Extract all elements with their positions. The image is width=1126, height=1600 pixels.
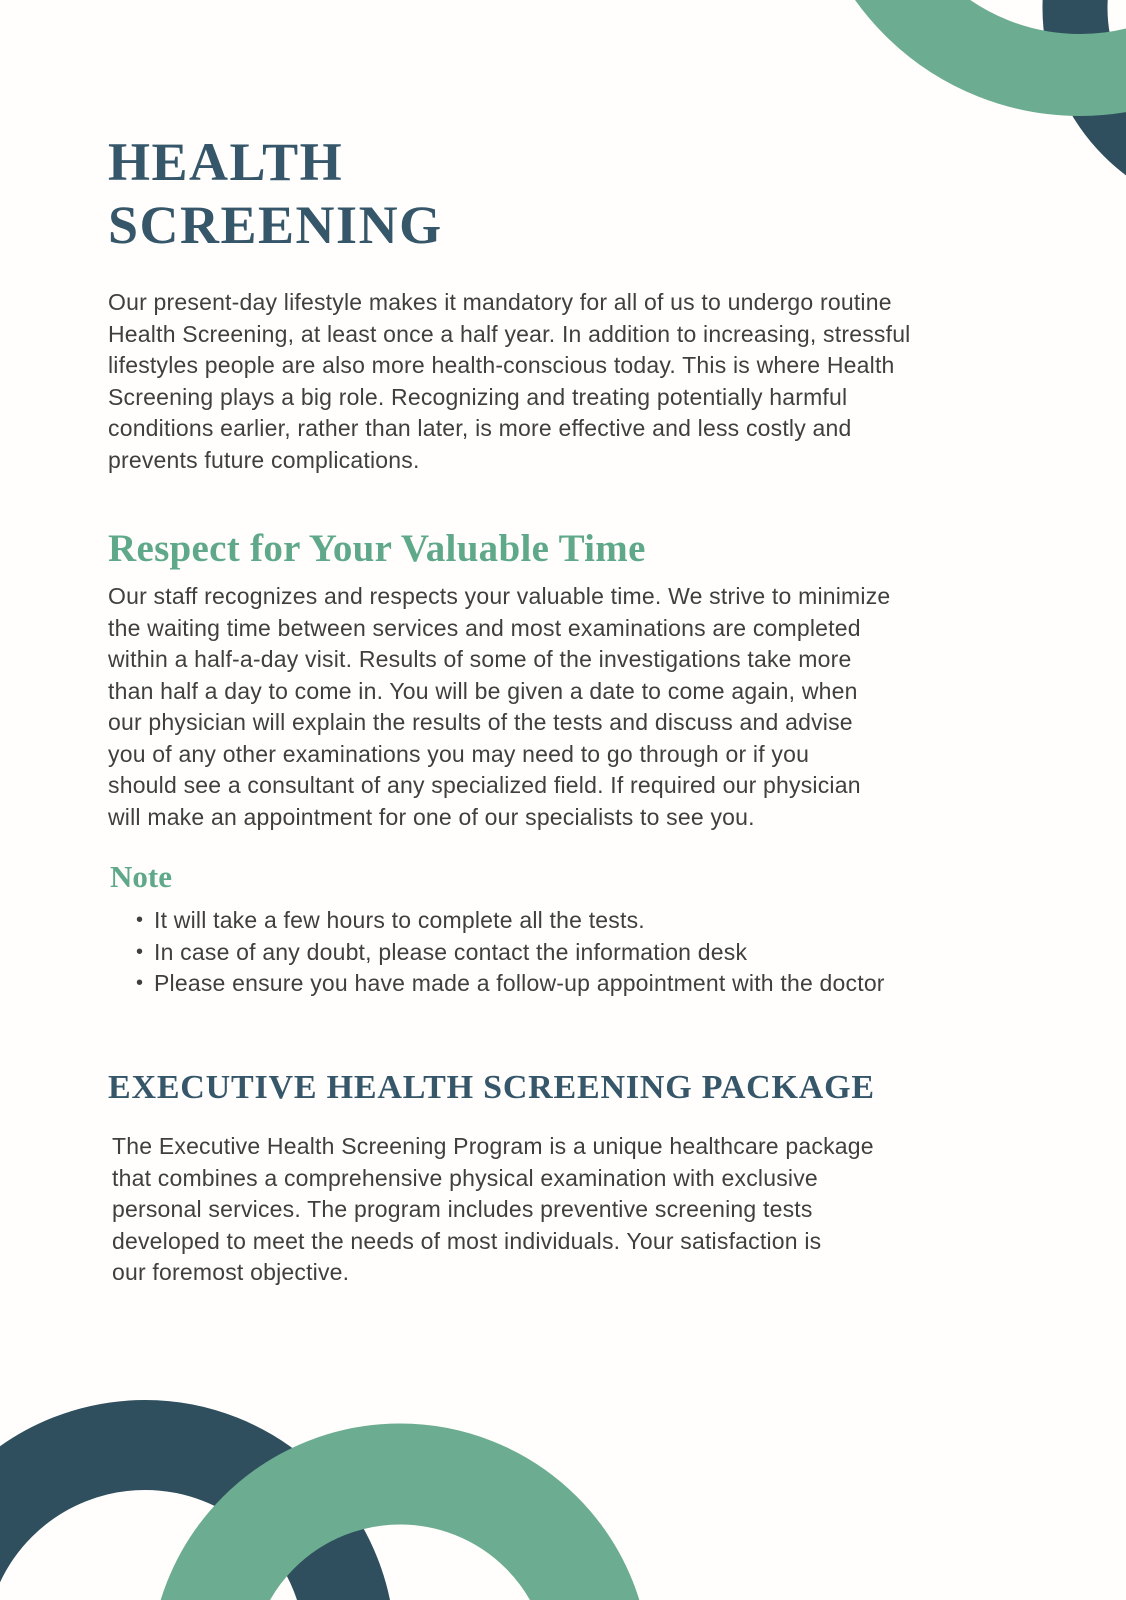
- respect-text-line: Our staff recognizes and respects your valuable time. We strive to minimize: [108, 583, 891, 609]
- note-bullet-item: • In case of any doubt, please contact the information desk: [136, 937, 885, 969]
- bottom-left-green-ring: [200, 1474, 600, 1600]
- bottom-left-dark-ring: [0, 1445, 350, 1600]
- note-bullet-list: [136, 905, 885, 1000]
- intro-text-line: Health Screening, at least once a half year. In addition to increasing, stressful: [108, 320, 911, 347]
- intro-text-line: prevents future complications.: [108, 446, 420, 473]
- executive-heading: EXECUTIVE HEALTH SCREENING PACKAGE: [108, 1069, 875, 1106]
- note-bullet-item: • Please ensure you have made a follow-up appointment with the doctor: [136, 968, 885, 1000]
- respect-text-line: the waiting time between services and most examinations are completed: [108, 614, 861, 641]
- respect-text-line: will make an appointment for one of our specialists to see you.: [108, 803, 755, 830]
- respect-paragraph: [108, 581, 890, 833]
- intro-paragraph: [108, 287, 911, 476]
- respect-text-line: within a half-a-day visit. Results of some of the investigations take more: [108, 646, 852, 672]
- top-right-dark-ring: [1075, 0, 1126, 185]
- executive-paragraph: [112, 1131, 874, 1289]
- intro-text-line: lifestyles people are also more health-conscious today. This is where Health: [108, 352, 895, 378]
- respect-text-line: you of any other examinations you may need to go through or if you: [108, 740, 810, 767]
- page-title-line: HEALTH: [108, 132, 344, 192]
- page-title-line: SCREENING: [108, 195, 443, 255]
- page-title: [108, 131, 443, 257]
- top-right-green-ring: [845, 0, 1126, 75]
- respect-heading: Respect for Your Valuable Time: [108, 527, 646, 570]
- respect-text-line: than half a day to come in. You will be given a date to come again, when: [108, 677, 858, 704]
- note-bullet-item: • It will take a few hours to complete all the tests.: [136, 905, 885, 937]
- executive-text-line: our foremost objective.: [112, 1259, 350, 1285]
- executive-text-line: that combines a comprehensive physical examination with exclusive: [112, 1164, 818, 1191]
- executive-text-line: developed to meet the needs of most individuals. Your satisfaction is: [112, 1227, 822, 1254]
- intro-text-line: conditions earlier, rather than later, is more effective and less costly and: [108, 415, 852, 441]
- respect-text-line: our physician will explain the results of the tests and discuss and advise: [108, 709, 853, 735]
- executive-text-line: The Executive Health Screening Program is a unique healthcare package: [112, 1133, 874, 1159]
- respect-text-line: should see a consultant of any specialized field. If required our physician: [108, 772, 861, 798]
- intro-text-line: Screening plays a big role. Recognizing and treating potentially harmful: [108, 383, 848, 410]
- note-heading: Note: [110, 859, 172, 894]
- executive-text-line: personal services. The program includes preventive screening tests: [112, 1196, 813, 1222]
- intro-text-line: Our present-day lifestyle makes it mandatory for all of us to undergo routine: [108, 289, 892, 315]
